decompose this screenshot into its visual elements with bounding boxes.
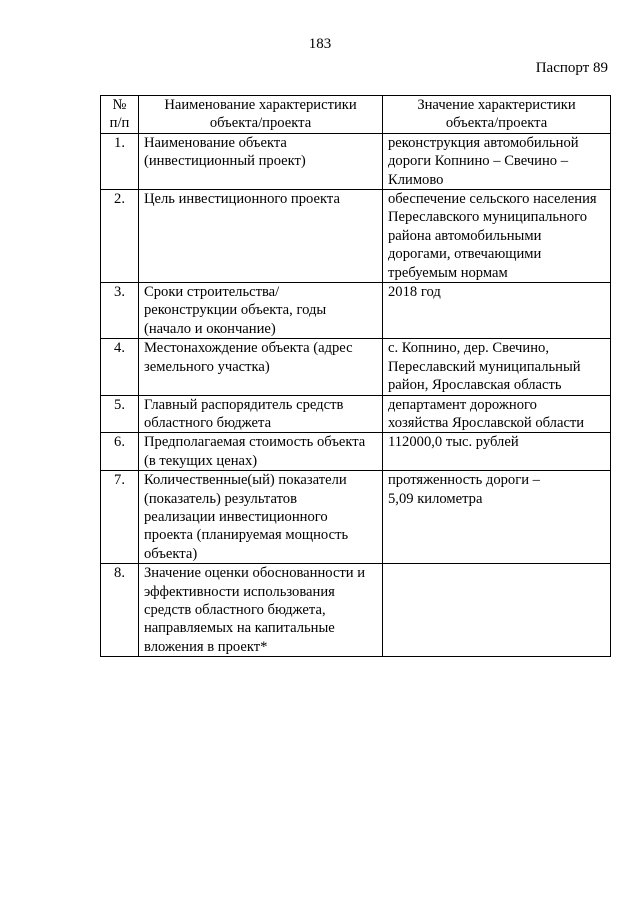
characteristic-value: протяженность дороги – 5,09 километра [383,471,611,564]
characteristic-value [383,564,611,657]
characteristic-value: с. Копнино, дер. Свечино, Переславский муниципальный район, Ярославская область [383,339,611,395]
table-row [101,395,611,433]
characteristic-name: Количественные(ый) показатели (показатель) результатов реализации инвестиционного проекта (планируемая мощность объекта) [139,471,383,564]
table-row [101,190,611,283]
row-number: 2. [101,190,139,283]
table-row [101,339,611,395]
table-row [101,471,611,564]
characteristic-name: Предполагаемая стоимость объекта (в текущих ценах) [139,433,383,471]
table-row [101,433,611,471]
row-number: 1. [101,133,139,189]
characteristic-name: Наименование объекта (инвестиционный проект) [139,133,383,189]
table-row [101,133,611,189]
table-row [101,283,611,339]
row-number: 5. [101,395,139,433]
row-number: 8. [101,564,139,657]
characteristic-value: обеспечение сельского населения Переславского муниципального района автомобильными дорогами, отвечающими требуемым нормам [383,190,611,283]
table-row [101,564,611,657]
characteristic-value: департамент дорожного хозяйства Ярославской области [383,395,611,433]
row-number: 7. [101,471,139,564]
characteristic-name: Цель инвестиционного проекта [139,190,383,283]
characteristic-value: реконструкция автомобильной дороги Копнино – Свечино – Климово [383,133,611,189]
page-number: 183 [308,36,332,52]
passport-table [100,95,611,657]
characteristic-name: Главный распорядитель средств областного бюджета [139,395,383,433]
characteristic-value: 112000,0 тыс. рублей [383,433,611,471]
passport-label: Паспорт 89 [535,60,608,76]
characteristic-name: Местонахождение объекта (адрес земельного участка) [139,339,383,395]
row-number: 3. [101,283,139,339]
column-header-characteristic-value: Значение характеристики объекта/проекта [383,96,611,134]
table-header-row [101,96,611,134]
row-number: 6. [101,433,139,471]
column-header-number: № п/п [101,96,139,134]
characteristic-name: Значение оценки обоснованности и эффективности использования средств областного бюджета, направляемых на капитальные вложения в проект* [139,564,383,657]
characteristic-value: 2018 год [383,283,611,339]
characteristic-name: Сроки строительства/ реконструкции объекта, годы (начало и окончание) [139,283,383,339]
column-header-characteristic-name: Наименование характеристики объекта/проекта [139,96,383,134]
row-number: 4. [101,339,139,395]
